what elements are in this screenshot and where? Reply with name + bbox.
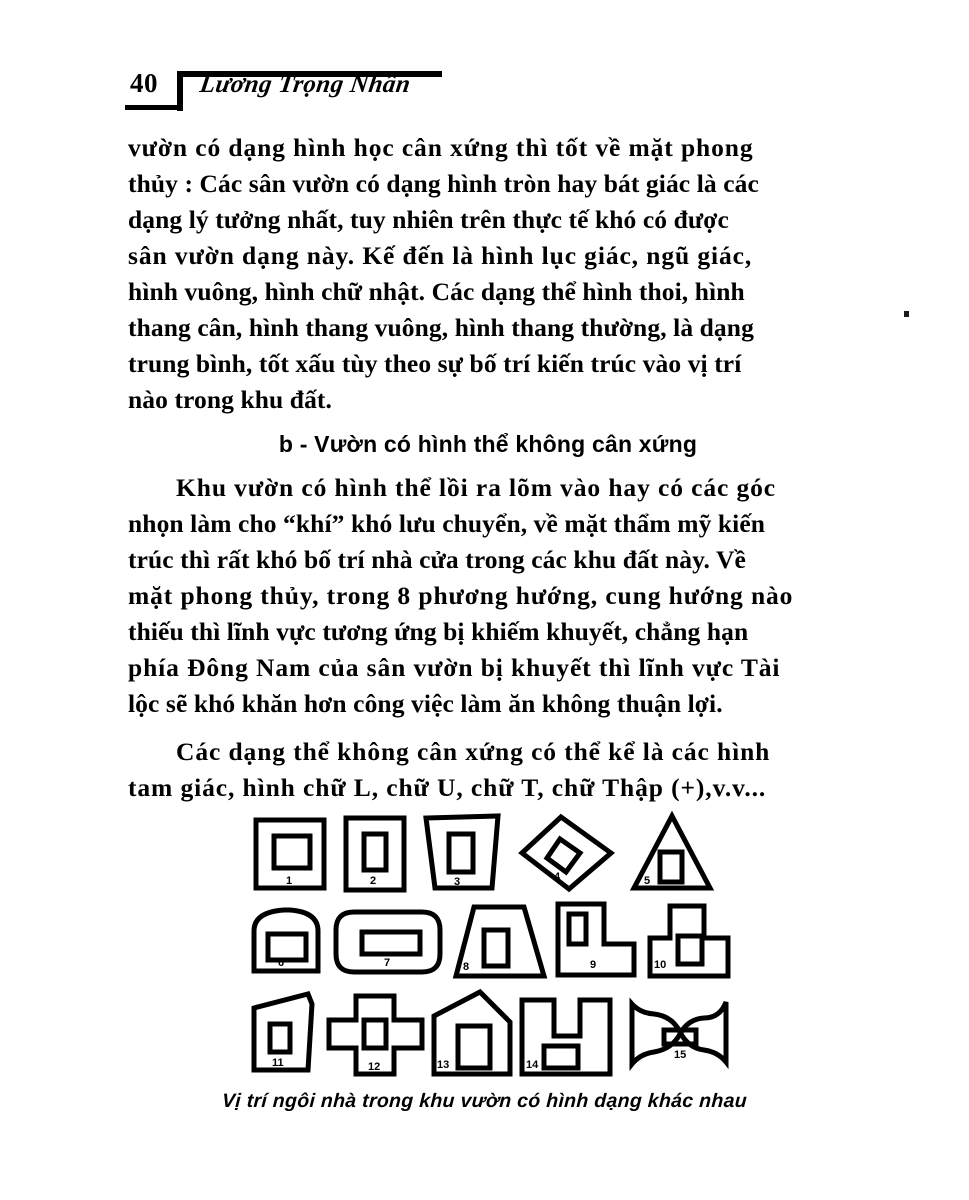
text-line: dạng lý tưởng nhất, tuy nhiên trên thực tế khó có được	[128, 205, 729, 234]
figure-shape-1	[256, 820, 324, 888]
text-line: nào trong khu đất.	[128, 385, 332, 414]
text-line: nhọn làm cho “khí” khó lưu chuyển, về mặt thẩm mỹ kiến	[128, 509, 766, 538]
text-line: trung bình, tốt xấu tùy theo sự bố trí kiến trúc vào vị trí	[128, 349, 742, 378]
figure-shape-label: 2	[370, 875, 377, 887]
text-line: mặt phong thủy, trong 8 phương hướng, cung hướng nào	[128, 581, 794, 610]
text-line: hình vuông, hình chữ nhật. Các dạng thể hình thoi, hình	[128, 277, 745, 306]
figure-shape-label: 14	[526, 1059, 539, 1071]
section-subheading: b - Vườn có hình thể không cân xứng	[278, 431, 698, 457]
figure-shape-label: 11	[272, 1057, 284, 1069]
paragraph-1	[128, 130, 828, 418]
figure-shape-label: 15	[674, 1049, 687, 1061]
figure-shape-13	[434, 992, 510, 1074]
running-header	[125, 64, 455, 120]
figure-shape-label: 9	[590, 959, 597, 971]
figure-shape-11	[254, 994, 312, 1070]
figure-shape-label: 3	[454, 876, 461, 888]
figure-shape-6	[254, 910, 318, 971]
text-line: sân vườn dạng này. Kế đến là hình lục giác, ngũ giác,	[128, 241, 753, 270]
body-text-column	[128, 130, 828, 806]
figure-shape-15	[632, 1002, 726, 1064]
figure-shape-label: 7	[384, 957, 391, 969]
figure-shape-4	[522, 817, 611, 889]
text-line: trúc thì rất khó bố trí nhà cửa trong các khu đất này. Về	[128, 545, 746, 574]
author-name: Lương Trọng Nhân	[198, 71, 413, 98]
text-line: thiếu thì lĩnh vực tương ứng bị khiếm khuyết, chẳng hạn	[128, 617, 749, 646]
figure-shape-8	[456, 907, 544, 976]
page-number: 40	[130, 68, 158, 98]
figure-shape-label: 4	[554, 871, 561, 883]
text-line: Các dạng thể không cân xứng có thể kể là các hình	[176, 737, 771, 766]
figure-shape-7	[336, 912, 440, 972]
figure-shape-label: 8	[463, 961, 470, 973]
text-line: thang cân, hình thang vuông, hình thang thường, là dạng	[128, 313, 754, 342]
text-line: lộc sẽ khó khăn hơn công việc làm ăn không thuận lợi.	[128, 689, 723, 718]
paragraph-2	[128, 470, 828, 722]
text-line: vườn có dạng hình học cân xứng thì tốt về mặt phong	[128, 133, 754, 162]
figure-shape-5	[634, 816, 710, 888]
text-line: thủy : Các sân vườn có dạng hình tròn hay bát giác là các	[128, 169, 759, 198]
figure-shape-label: 1	[286, 875, 293, 887]
figure-shape-9	[558, 904, 634, 975]
text-line: tam giác, hình chữ L, chữ U, chữ T, chữ Thập (+),v.v...	[128, 773, 767, 802]
figure-caption: Vị trí ngôi nhà trong khu vườn có hình dạng khác nhau	[221, 1090, 748, 1112]
text-line: phía Đông Nam của sân vườn bị khuyết thì lĩnh vực Tài	[128, 653, 781, 682]
header-rule-bottom	[125, 105, 183, 110]
figure-shape-label: 5	[644, 875, 651, 887]
figure-shape-3	[426, 816, 498, 888]
figure-shape-12	[329, 996, 422, 1074]
figure-shape-label: 12	[368, 1061, 381, 1073]
figure-shape-label: 6	[278, 957, 285, 969]
scan-speck	[904, 311, 909, 317]
figure-shape-14	[522, 1000, 610, 1074]
figure-shape-label: 13	[437, 1059, 450, 1071]
figure-shape-2	[346, 818, 404, 890]
text-line: Khu vườn có hình thể lồi ra lõm vào hay có các góc	[176, 473, 777, 502]
paragraph-3	[128, 734, 828, 806]
figure-garden-shapes	[236, 808, 736, 1088]
figure-shape-10	[650, 906, 728, 976]
figure-shape-label: 10	[654, 959, 667, 971]
